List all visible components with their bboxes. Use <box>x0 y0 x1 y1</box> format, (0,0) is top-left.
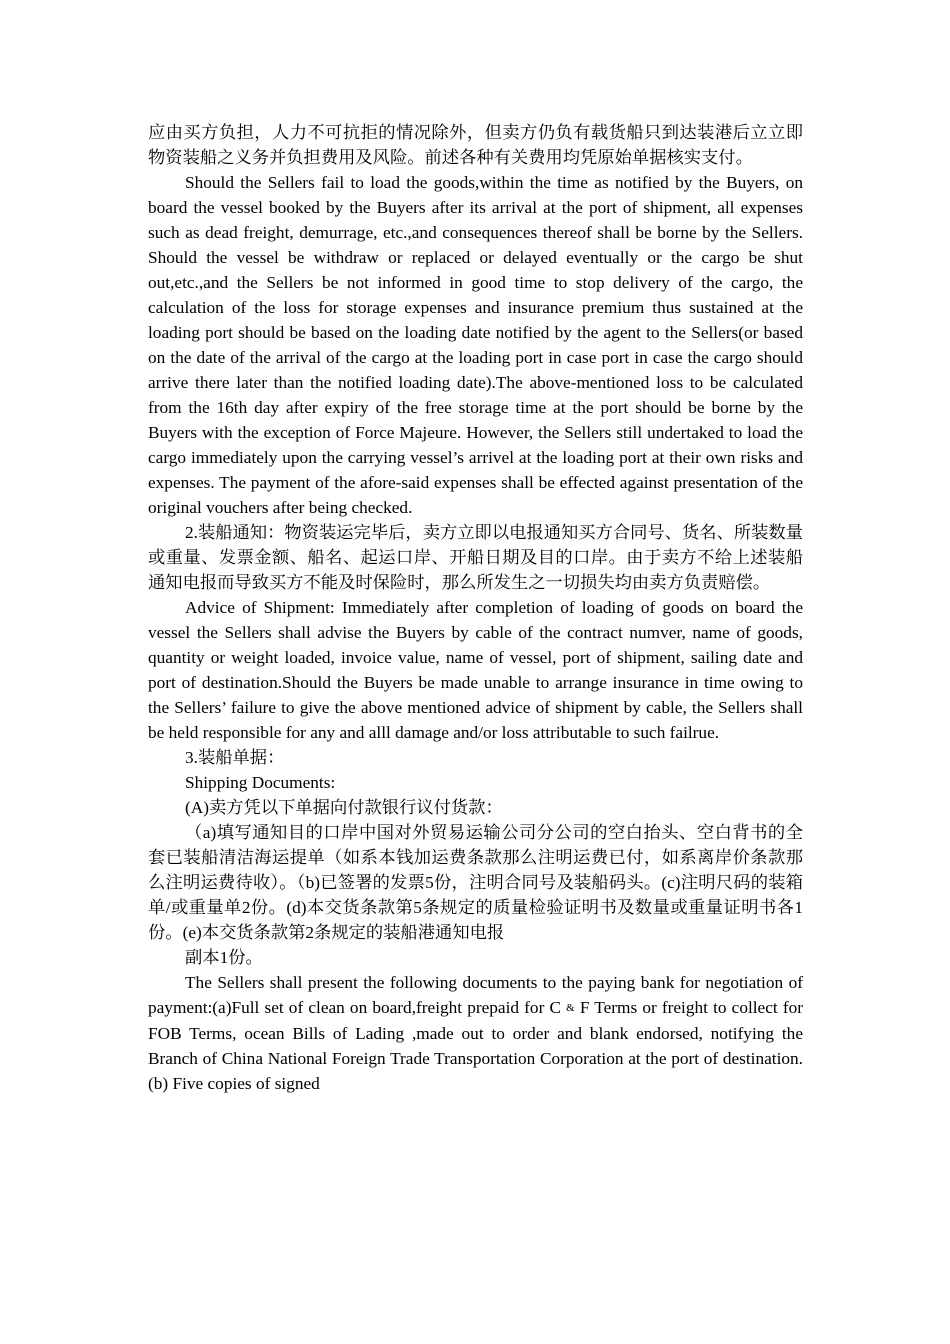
heading-en-shipping-documents: Shipping Documents: <box>185 773 336 792</box>
paragraph-cn-expenses: 应由买方负担，人力不可抗拒的情况除外，但卖方仍负有载货船只到达装港后立立即物资装船之义务并负担费用及风险。前述各种有关费用均凭原始单据核实支付。 <box>148 123 803 167</box>
paragraph-cn-advice-of-shipment: 2.装船通知：物资装运完毕后，卖方立即以电报通知买方合同号、货名、所装数量或重量、发票金额、船名、起运口岸、开船日期及目的口岸。由于卖方不给上述装船通知电报而导致买方不能及时保险时，那么所发生之一切损失均由卖方负责赔偿。 <box>148 523 803 592</box>
paragraph-cn-documents-intro: (A)卖方凭以下单据向付款银行议付货款： <box>185 798 503 817</box>
text-segment: F Terms or freight to collect for FOB Terms, ocean Bills of Lading ,made out to order and blank endorsed, notifying the Branch of China National Foreign Trade Transportation Corporation at the port of destination.(b) Five copies of signed <box>148 998 803 1093</box>
paragraph-en-failure-to-load: Should the Sellers fail to load the goods,within the time as notified by the Buyers, on board the vessel booked by the Buyers after its arrival at the port of shipment, all expenses such as dead freight, demurrage, etc.,and consequences thereof shall be borne by the Sellers. Should the vessel be withdraw or replaced or delayed eventually or the cargo be shut out,etc.,and the Sellers be not informed in good time to stop delivery of the cargo, the calculation of the loss for storage expenses and insurance premium thus sustained at the loading port should be based on the loading date notified by the agent to the Sellers(or based on the date of the arrival of the cargo at the loading port in case port in case the cargo should arrive there later than the notified loading date).The above-mentioned loss to be calculated from the 16th day after expiry of the free storage time at the port should be borne by the Buyers with the exception of Force Majeure. However, the Sellers still undertaked to load the cargo immediately upon the carrying vessel’s arrivel at the loading port at their own risks and expenses. The payment of the afore-said expenses shall be effected against presentation of the original vouchers after being checked. <box>148 173 803 517</box>
paragraph-en-advice-of-shipment: Advice of Shipment: Immediately after completion of loading of goods on board the vessel the Sellers shall advise the Buyers by cable of the contract numver, name of goods, quantity or weight loaded, invoice value, name of vessel, port of shipment, sailing date and port of destination.Should the Buyers be made unable to arrange insurance in time owing to the Sellers’ failure to give the above mentioned advice of shipment by cable, the Sellers shall be held responsible for any and alll damage and/or loss attributable to such failrue. <box>148 598 803 742</box>
text-segment: The Sellers shall present the following documents to the paying bank for negotiation of payment:(a)Full set of clean on board,freight prepaid for C <box>148 973 803 1017</box>
paragraph-en-documents-list <box>148 970 803 1096</box>
heading-cn-shipping-documents: 3.装船单据： <box>185 748 285 767</box>
paragraph-cn-documents-list: （a)填写通知目的口岸中国对外贸易运输公司分公司的空白抬头、空白背书的全套已装船清洁海运提单（如系本钱加运费条款那么注明运费已付，如系离岸价条款那么注明运费待收）。（b)已签署的发票5份，注明合同号及装船码头。(c)注明尺码的装箱单/或重量单2份。(d)本交货条款第5条规定的质量检验证明书及数量或重量证明书各1份。(e)本交货条款第2条规定的装船港通知电报 <box>148 823 803 942</box>
document-body <box>148 120 803 1096</box>
ampersand-glyph: & <box>566 1002 575 1014</box>
paragraph-cn-copy-count: 副本1份。 <box>185 948 263 967</box>
